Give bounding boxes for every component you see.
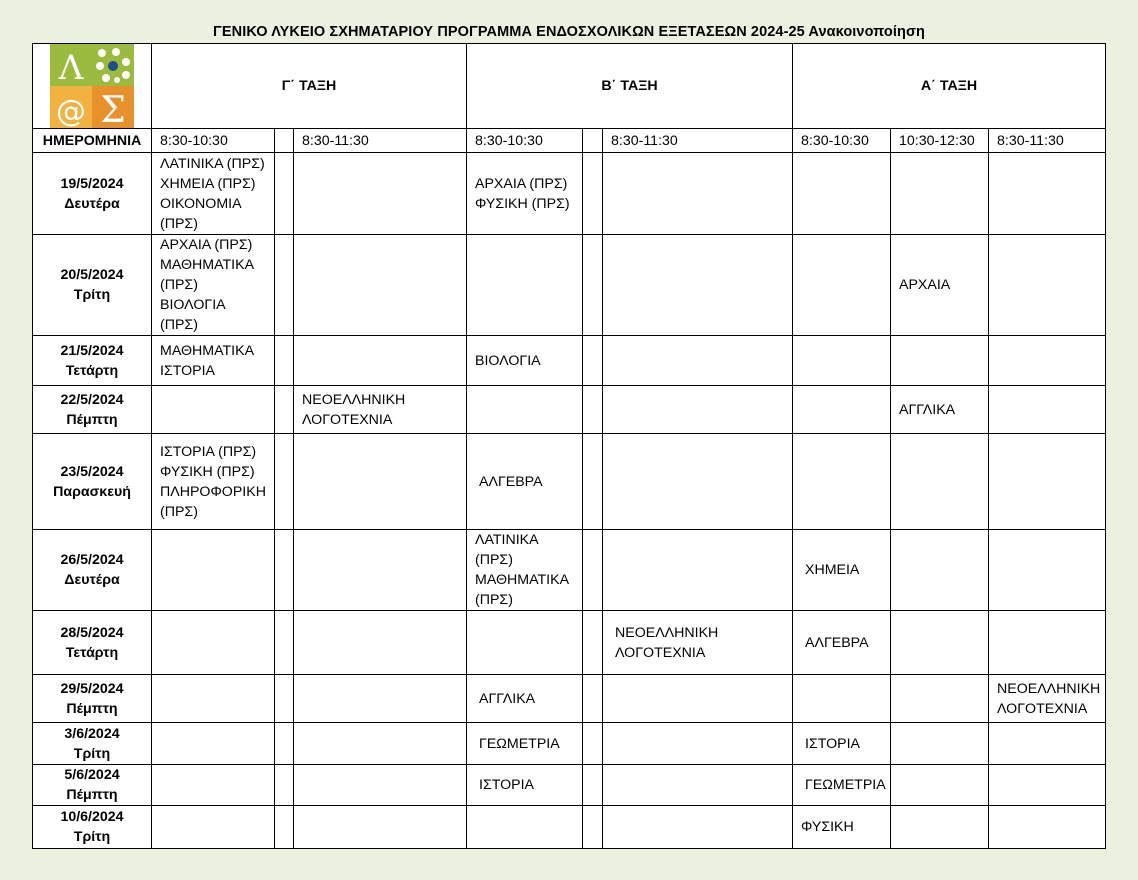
exam-date: 3/6/2024 — [64, 725, 120, 742]
schedule-row — [33, 235, 1106, 336]
exam-cell — [583, 153, 603, 235]
exam-weekday: Δευτέρα — [64, 195, 120, 212]
subject-text: ΒΙΟΛΟΓΙΑ — [475, 352, 541, 369]
schedule-row — [33, 723, 1106, 765]
exam-cell — [294, 386, 467, 434]
subject-text: ΛΑΤΙΝΙΚΑ — [475, 532, 539, 548]
exam-cell — [275, 611, 294, 675]
exam-cell — [603, 386, 793, 434]
exam-cell — [603, 235, 793, 336]
logo-letter-sigma: Σ — [100, 90, 126, 128]
exam-cell — [989, 765, 1106, 806]
subject-text: ΑΓΓΛΙΚΑ — [899, 401, 956, 418]
exam-cell — [294, 765, 467, 806]
subject-text: ΑΛΓΕΒΡΑ — [479, 473, 543, 490]
time-slot: 8:30-11:30 — [294, 129, 467, 153]
date-cell — [33, 675, 152, 723]
exam-cell — [891, 765, 989, 806]
exam-cell — [793, 765, 891, 806]
exam-cell — [275, 765, 294, 806]
exam-cell — [793, 806, 891, 849]
subject-text: ΛΟΓΟΤΕΧΝΙΑ — [615, 644, 706, 661]
exam-date: 22/5/2024 — [60, 391, 124, 408]
subject-text: (ΠΡΣ) — [160, 277, 198, 293]
time-slot: 8:30-10:30 — [793, 129, 891, 153]
exam-cell — [989, 336, 1106, 386]
exam-cell — [275, 723, 294, 765]
exam-cell — [891, 336, 989, 386]
exam-cell — [793, 386, 891, 434]
logo-icon — [50, 44, 134, 128]
subject-text: ΦΥΣΙΚΗ (ΠΡΣ) — [160, 463, 255, 480]
exam-weekday: Πέμπτη — [66, 411, 118, 428]
exam-cell — [467, 806, 583, 849]
time-slot: 8:30-10:30 — [152, 129, 275, 153]
schedule-row — [33, 765, 1106, 806]
grade-a-header: Α΄ ΤΑΞΗ — [793, 44, 1106, 129]
subject-text: ΧΗΜΕΙΑ — [805, 562, 860, 578]
logo-letter-lambda: Λ — [58, 48, 84, 88]
date-cell — [33, 386, 152, 434]
exam-cell — [467, 434, 583, 530]
exam-cell — [467, 611, 583, 675]
schedule-body — [33, 153, 1106, 849]
exam-weekday: Τρίτη — [73, 745, 111, 762]
exam-date: 29/5/2024 — [60, 680, 124, 697]
exam-cell — [467, 765, 583, 806]
schedule-row — [33, 386, 1106, 434]
subject-text: ΜΑΘΗΜΑΤΙΚΑ — [160, 342, 255, 359]
exam-cell — [793, 235, 891, 336]
exam-cell — [152, 153, 275, 235]
exam-cell — [152, 235, 275, 336]
exam-cell — [583, 336, 603, 386]
grade-c-header: Γ΄ ΤΑΞΗ — [152, 44, 467, 129]
exam-cell — [152, 386, 275, 434]
exam-cell — [603, 675, 793, 723]
subject-text: ΓΕΩΜΕΤΡΙΑ — [479, 735, 560, 752]
schedule-row — [33, 611, 1106, 675]
exam-cell — [891, 723, 989, 765]
schedule-row — [33, 806, 1106, 849]
exam-cell — [989, 806, 1106, 849]
date-column-header: ΗΜΕΡΟΜΗΝΙΑ — [33, 129, 152, 153]
exam-date: 21/5/2024 — [60, 342, 124, 359]
subject-text: ΙΣΤΟΡΙΑ — [805, 735, 861, 752]
exam-cell — [793, 153, 891, 235]
time-header-row — [33, 129, 1106, 153]
subject-text: ΧΗΜΕΙΑ (ΠΡΣ) — [160, 175, 256, 192]
exam-cell — [989, 675, 1106, 723]
schedule-row — [33, 530, 1106, 611]
exam-cell — [891, 530, 989, 611]
exam-cell — [583, 806, 603, 849]
exam-cell — [603, 806, 793, 849]
schedule-row — [33, 434, 1106, 530]
grade-b-header: Β΄ ΤΑΞΗ — [467, 44, 793, 129]
exam-cell — [467, 723, 583, 765]
exam-cell — [152, 723, 275, 765]
school-logo — [33, 44, 152, 129]
subject-text: ΝΕΟΕΛΛΗΝΙΚΗ — [302, 391, 406, 408]
exam-date: 10/6/2024 — [60, 809, 124, 825]
exam-weekday: Πέμπτη — [66, 787, 118, 803]
exam-cell — [603, 434, 793, 530]
exam-cell — [793, 723, 891, 765]
subject-text: ΓΕΩΜΕΤΡΙΑ — [805, 777, 886, 793]
subject-text: (ΠΡΣ) — [160, 503, 198, 520]
exam-cell — [989, 386, 1106, 434]
subject-text: ΦΥΣΙΚΗ (ΠΡΣ) — [475, 195, 570, 212]
exam-cell — [467, 153, 583, 235]
exam-cell — [891, 675, 989, 723]
exam-cell — [152, 611, 275, 675]
exam-cell — [891, 611, 989, 675]
exam-cell — [152, 806, 275, 849]
exam-cell — [793, 434, 891, 530]
subject-text: ΒΙΟΛΟΓΙΑ — [160, 297, 226, 313]
exam-cell — [294, 336, 467, 386]
exam-cell — [275, 530, 294, 611]
subject-text: ΙΣΤΟΡΙΑ (ΠΡΣ) — [160, 443, 257, 460]
exam-cell — [583, 675, 603, 723]
subject-text: ΜΑΘΗΜΑΤΙΚΑ — [475, 572, 570, 588]
subject-text: ΑΡΧΑΙΑ — [899, 277, 951, 293]
exam-cell — [294, 235, 467, 336]
exam-weekday: Τρίτη — [73, 829, 111, 845]
exam-cell — [467, 675, 583, 723]
page-title: ΓΕΝΙΚΟ ΛΥΚΕΙΟ ΣΧΗΜΑΤΑΡΙΟΥ ΠΡΟΓΡΑΜΜΑ ΕΝΔΟΣΧΟΛΙΚΩΝ ΕΞΕΤΑΣΕΩΝ 2024-25 Ανακοινοποίηση — [213, 24, 925, 40]
exam-cell — [294, 611, 467, 675]
exam-cell — [275, 336, 294, 386]
time-slot: 8:30-11:30 — [603, 129, 793, 153]
exam-weekday: Τετάρτη — [65, 644, 119, 661]
exam-date: 28/5/2024 — [60, 624, 124, 641]
exam-cell — [603, 530, 793, 611]
exam-cell — [275, 434, 294, 530]
exam-cell — [603, 723, 793, 765]
exam-cell — [294, 530, 467, 611]
exam-cell — [603, 336, 793, 386]
exam-cell — [891, 806, 989, 849]
exam-date: 19/5/2024 — [60, 175, 124, 192]
schedule-row — [33, 153, 1106, 235]
exam-cell — [152, 765, 275, 806]
time-slot — [275, 129, 294, 153]
subject-text: ΛΟΓΟΤΕΧΝΙΑ — [302, 411, 393, 428]
exam-cell — [989, 434, 1106, 530]
exam-cell — [294, 675, 467, 723]
subject-text: ΠΛΗΡΟΦΟΡΙΚΗ — [160, 483, 266, 500]
subject-text: ΜΑΘΗΜΑΤΙΚΑ — [160, 257, 255, 273]
schedule-row — [33, 336, 1106, 386]
exam-cell — [583, 386, 603, 434]
exam-cell — [294, 806, 467, 849]
subject-text: ΟΙΚΟΝΟΜΙΑ — [160, 195, 242, 212]
exam-cell — [603, 611, 793, 675]
exam-cell — [275, 153, 294, 235]
subject-text: ΑΡΧΑΙΑ (ΠΡΣ) — [160, 237, 253, 253]
subject-text: ΝΕΟΕΛΛΗΝΙΚΗ — [615, 624, 719, 641]
subject-text: (ΠΡΣ) — [160, 317, 198, 333]
exam-cell — [152, 530, 275, 611]
exam-cell — [294, 723, 467, 765]
exam-cell — [793, 336, 891, 386]
time-slot — [583, 129, 603, 153]
time-slot: 8:30-11:30 — [989, 129, 1106, 153]
exam-cell — [583, 434, 603, 530]
exam-weekday: Τετάρτη — [65, 362, 119, 379]
exam-cell — [152, 675, 275, 723]
exam-date: 20/5/2024 — [60, 267, 124, 283]
subject-text: (ΠΡΣ) — [475, 552, 513, 568]
date-cell — [33, 765, 152, 806]
subject-text: ΙΣΤΟΡΙΑ — [479, 777, 535, 793]
exam-cell — [467, 336, 583, 386]
exam-cell — [603, 765, 793, 806]
exam-weekday: Δευτέρα — [64, 572, 120, 588]
exam-cell — [275, 675, 294, 723]
exam-cell — [793, 611, 891, 675]
exam-weekday: Παρασκευή — [53, 483, 131, 500]
exam-cell — [989, 723, 1106, 765]
date-cell — [33, 611, 152, 675]
subject-text: ΦΥΣΙΚΗ — [801, 819, 854, 835]
exam-weekday: Πέμπτη — [66, 700, 118, 717]
subject-text: ΛΑΤΙΝΙΚΑ (ΠΡΣ) — [160, 155, 265, 172]
exam-date: 26/5/2024 — [60, 552, 124, 568]
subject-text: (ΠΡΣ) — [160, 215, 198, 232]
schedule-row — [33, 675, 1106, 723]
subject-text: ΛΟΓΟΤΕΧΝΙΑ — [997, 700, 1088, 717]
date-cell — [33, 806, 152, 849]
exam-cell — [467, 235, 583, 336]
exam-cell — [891, 153, 989, 235]
subject-text: ΑΛΓΕΒΡΑ — [805, 634, 869, 651]
logo-letter-at: @ — [56, 94, 86, 128]
time-slot: 8:30-10:30 — [467, 129, 583, 153]
date-cell — [33, 336, 152, 386]
exam-cell — [583, 765, 603, 806]
exam-cell — [583, 723, 603, 765]
exam-schedule-table — [32, 43, 1106, 849]
time-slot: 10:30-12:30 — [891, 129, 989, 153]
exam-cell — [294, 153, 467, 235]
exam-cell — [294, 434, 467, 530]
subject-text: ΑΡΧΑΙΑ (ΠΡΣ) — [475, 175, 568, 192]
exam-cell — [793, 675, 891, 723]
exam-cell — [989, 530, 1106, 611]
subject-text: ΙΣΤΟΡΙΑ — [160, 362, 216, 379]
exam-date: 5/6/2024 — [64, 767, 120, 783]
exam-cell — [989, 153, 1106, 235]
subject-text: ΑΓΓΛΙΚΑ — [479, 690, 536, 707]
exam-cell — [891, 386, 989, 434]
exam-cell — [891, 235, 989, 336]
exam-cell — [275, 235, 294, 336]
exam-cell — [152, 434, 275, 530]
exam-cell — [583, 611, 603, 675]
exam-cell — [793, 530, 891, 611]
exam-cell — [275, 386, 294, 434]
exam-cell — [891, 434, 989, 530]
exam-weekday: Τρίτη — [73, 287, 111, 303]
exam-cell — [989, 235, 1106, 336]
exam-cell — [583, 530, 603, 611]
exam-cell — [583, 235, 603, 336]
exam-cell — [989, 611, 1106, 675]
exam-cell — [275, 806, 294, 849]
subject-text: (ΠΡΣ) — [475, 592, 513, 608]
date-cell — [33, 723, 152, 765]
exam-cell — [467, 530, 583, 611]
exam-date: 23/5/2024 — [60, 463, 124, 480]
date-cell — [33, 530, 152, 611]
exam-cell — [603, 153, 793, 235]
exam-cell — [152, 336, 275, 386]
date-cell — [33, 153, 152, 235]
date-cell — [33, 235, 152, 336]
date-cell — [33, 434, 152, 530]
subject-text: ΝΕΟΕΛΛΗΝΙΚΗ — [997, 680, 1101, 697]
exam-cell — [467, 386, 583, 434]
grade-header-row — [33, 44, 1106, 129]
